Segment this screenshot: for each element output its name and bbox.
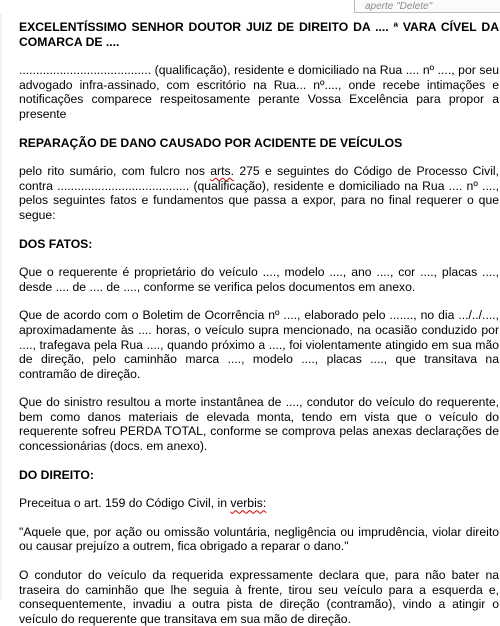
procedure-text-end: 275 e seguintes do Código de Processo Civil, contra ....................................... (qualificação), residente e domiciliado na Rua .... nº ...., pelos seguintes fatos e fundamentos que passa a expor, para no final requerer o que segue:: [19, 164, 499, 222]
delete-hint-tooltip: aperte "Delete": [354, 0, 500, 13]
document-title: EXCELENTÍSSIMO SENHOR DOUTOR JUIZ DE DIREITO DA .... ª VARA CÍVEL DA COMARCA DE ....: [19, 20, 499, 49]
document-page: [19, 20, 499, 626]
law-heading: DO DIREITO:: [19, 467, 94, 482]
intro-paragraph: ....................................... (qualificação), residente e domiciliado na Rua .... nº ...., por seu advogado infra-assinado, com escritório na Rua... nº...., onde recebe intimações e notificações comparece respeitosamente perante Vossa Excelência para propor a presente: [19, 63, 499, 121]
procedure-text-start: pelo rito sumário, com fulcro nos: [19, 164, 211, 179]
top-bar: [0, 0, 500, 14]
action-heading: REPARAÇÃO DE DANO CAUSADO POR ACIDENTE DE VEÍCULOS: [19, 135, 403, 150]
law-body: O condutor do veículo da requerida expressamente declara que, para não bater na traseira do caminhão que lhe seguia à frente, tirou seu veículo para a esquerda e, consequentemente, invadiu a outra pista de direção (contramão), vindo a atingir o veículo do requerente que transitava em sua mão de direção.: [19, 568, 499, 626]
fact-paragraph-1: Que o requerente é proprietário do veículo ...., modelo ...., ano ...., cor ...., placas ...., desde .... de .... de ...., conforme se verifica pelos documentos em anexo.: [19, 265, 499, 294]
facts-heading: DOS FATOS:: [19, 236, 93, 251]
fact-paragraph-2: Que de acordo com o Boletim de Ocorrência nº ...., elaborado pelo ......., no dia .../../...., aproximadamente às .... horas, o veículo supra mencionado, na ocasião conduzido por ...., trafegava pela Rua ...., quando próximo a ...., foi violentamente atingido em sua mão de direção, pelo caminhão marca ...., modelo ...., placas ...., que transitava na contramão de direção.: [19, 308, 499, 381]
procedure-paragraph: [19, 164, 499, 222]
law-intro-text: Preceitua o art. 159 do Código Civil, in: [19, 496, 231, 511]
window-left-edge: [0, 0, 2, 600]
spellcheck-word-arts: arts.: [210, 164, 234, 179]
spellcheck-word-verbis: verbis:: [230, 496, 267, 511]
law-quote: "Aquele que, por ação ou omissão voluntária, negligência ou imprudência, violar direito ou causar prejuízo a outrem, fica obrigado a reparar o dano.": [19, 524, 499, 554]
law-intro: [19, 496, 499, 511]
fact-paragraph-3: Que do sinistro resultou a morte instantânea de ...., condutor do veículo do requerente, bem como danos materiais de elevada monta, tendo em vista que o veículo do requerente sofreu PERDA TOTAL, conforme se comprova pelas anexas declarações de concessionárias (docs. em anexo).: [19, 395, 499, 454]
